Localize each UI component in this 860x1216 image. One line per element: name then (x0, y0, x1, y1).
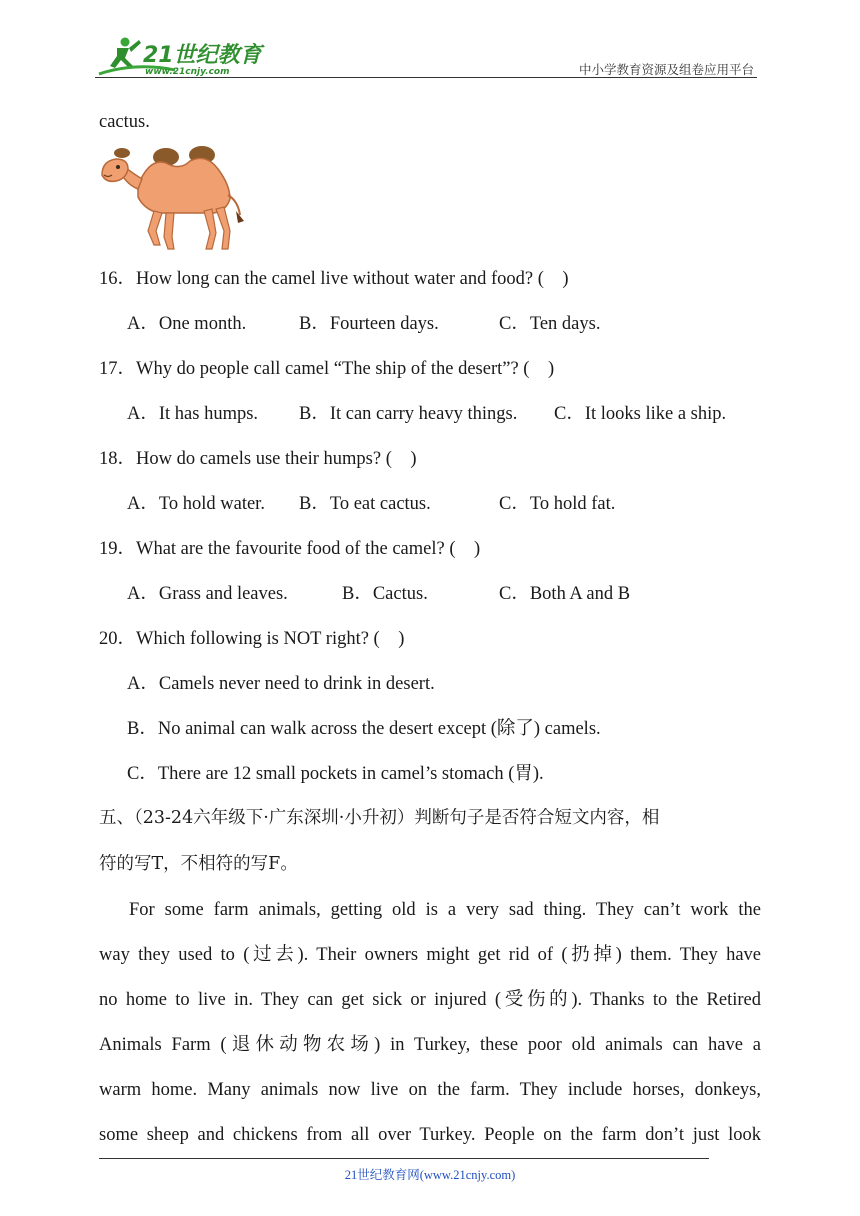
question-20-stem: 20．Which following is NOT right? ( ) (99, 629, 405, 649)
passage-line: some sheep and chickens from all over Turkey. People on the farm don’t just look (99, 1125, 761, 1145)
option-b: B．To eat cactus. (299, 494, 431, 514)
passage-line: no home to live in. They can get sick or injured (受伤的). Thanks to the Retired (99, 990, 761, 1010)
question-20-option-a: A．Camels never need to drink in desert. (127, 674, 435, 694)
page-header (95, 28, 757, 78)
option-a: A．Grass and leaves. (127, 584, 288, 604)
footer-divider (99, 1158, 709, 1159)
section-five-heading: 五、（23-24六年级下·广东深圳·小升初）判断句子是否符合短文内容，相 (99, 808, 660, 828)
passage-line: Animals Farm (退休动物农场) in Turkey, these poor old animals can have a (99, 1035, 761, 1055)
question-19-stem: 19．What are the favourite food of the camel? ( ) (99, 539, 481, 559)
option-a: A．It has humps. (127, 404, 259, 424)
logo-url: www.21cnjy.com (145, 67, 230, 77)
option-c: C．It looks like a ship. (554, 404, 727, 424)
option-c: C．To hold fat. (499, 494, 616, 514)
question-20-option-c: C．There are 12 small pockets in camel’s stomach (胃). (127, 764, 544, 784)
passage-line: For some farm animals, getting old is a very sad thing. They can’t work the (129, 900, 761, 920)
header-divider (95, 77, 757, 78)
question-20-option-b: B．No animal can walk across the desert except (除了) camels. (127, 719, 601, 739)
page-footer[interactable]: 21世纪教育网(www.21cnjy.com) (344, 1168, 516, 1182)
option-c: C．Ten days. (499, 314, 601, 334)
site-logo (95, 34, 265, 78)
question-17-stem: 17．Why do people call camel “The ship of the desert”? ( ) (99, 359, 555, 379)
passage-line: way they used to (过去). Their owners might get rid of (扔掉) them. They have (99, 945, 761, 965)
option-b: B．Cactus. (342, 584, 428, 604)
option-b: B．It can carry heavy things. (299, 404, 518, 424)
option-b: B．Fourteen days. (299, 314, 439, 334)
option-a: A．One month. (127, 314, 247, 334)
intro-tail-text: cactus. (99, 112, 150, 132)
question-16-stem: 16．How long can the camel live without water and food? ( ) (99, 269, 569, 289)
question-18-stem: 18．How do camels use their humps? ( ) (99, 449, 417, 469)
logo-text: 21世纪教育 (143, 43, 262, 68)
option-a: A．To hold water. (127, 494, 265, 514)
passage-line: warm home. Many animals now live on the farm. They include horses, donkeys, (99, 1080, 761, 1100)
section-five-heading-cont: 符的写T，不相符的写F。 (99, 854, 298, 874)
platform-name: 中小学教育资源及组卷应用平台 (578, 62, 754, 77)
camel-illustration (98, 145, 248, 251)
option-c: C．Both A and B (499, 584, 631, 604)
